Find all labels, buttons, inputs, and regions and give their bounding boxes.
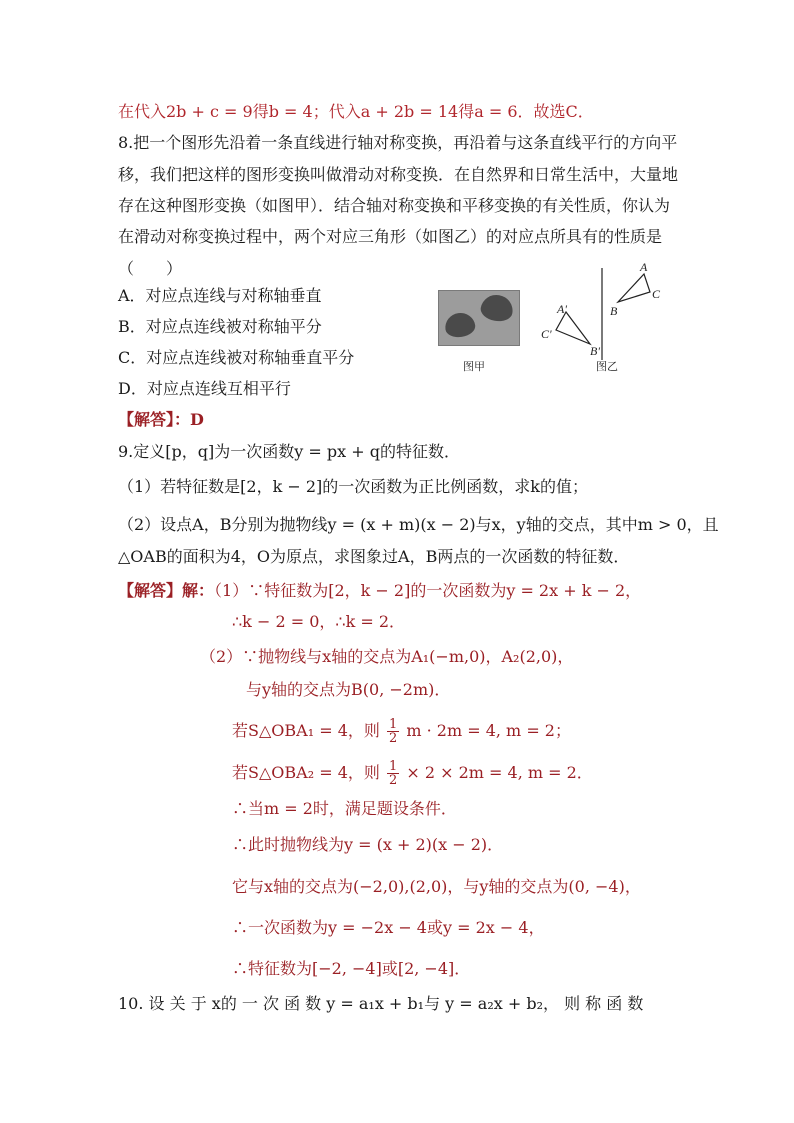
- q8-option-b: B．对应点连线被对称轴平分: [118, 317, 322, 336]
- prev-answer-line: 在代入2b + c = 9得b = 4；代入a + 2b = 14得a = 6．故选C．: [118, 102, 594, 121]
- q8-option-a: A．对应点连线与对称轴垂直: [118, 286, 322, 305]
- point-b-prime: B': [590, 344, 600, 358]
- solution-label: 【解答】解：: [118, 581, 215, 600]
- leaf-shape: [479, 292, 515, 323]
- q8-text-line-2: 移，我们把这样的图形变换叫做滑动对称变换．在自然界和日常生活中，大量地: [118, 165, 679, 184]
- q8-text-line-4: 在滑动对称变换过程中，两个对应三角形（如图乙）的对应点所具有的性质是: [118, 227, 663, 246]
- q9-solution-line-1: [118, 580, 641, 602]
- figure-jia-photo: [438, 290, 520, 346]
- q9-solution-line-10: ∴一次函数为y = −2x − 4或y = 2x − 4，: [232, 918, 545, 937]
- answer-value: D: [190, 410, 204, 429]
- fraction-numerator: 1: [388, 717, 398, 732]
- point-a-prime: A': [557, 302, 567, 316]
- q9-definition: 9.定义[p，q]为一次函数y = px + q的特征数．: [118, 442, 460, 461]
- q9-solution-line-2: ∴k − 2 = 0，∴k = 2．: [232, 612, 406, 631]
- leaf-shape: [443, 311, 476, 339]
- fraction-numerator: 1: [388, 759, 398, 774]
- q8-text-line-3: 存在这种图形变换（如图甲）．结合轴对称变换和平移变换的有关性质，你认为: [118, 196, 671, 215]
- fraction-one-half: [387, 760, 399, 787]
- figure-yi-label: 图乙: [596, 360, 618, 373]
- solution-6-suffix: × 2 × 2m = 4, m = 2．: [406, 763, 593, 782]
- q9-solution-line-4: 与y轴的交点为B(0, −2m)．: [246, 680, 451, 699]
- solution-5-prefix: 若S△OBA₁ = 4，则: [232, 721, 380, 740]
- q9-part-1: （1）若特征数是[2，k − 2]的一次函数为正比例函数，求k的值；: [118, 477, 588, 496]
- q9-solution-line-8: ∴此时抛物线为y = (x + 2)(x − 2)．: [232, 835, 504, 854]
- fraction-one-half: [387, 718, 399, 745]
- point-a: A: [640, 260, 648, 274]
- q8-answer-paren: （ ）: [118, 259, 183, 278]
- figure-yi-diagram: [540, 262, 660, 372]
- q9-part-2-line-1: （2）设点A，B分别为抛物线y = (x + m)(x − 2)与x，y轴的交点，其中m > 0，且: [118, 515, 719, 534]
- solution-text-1: （1）∵特征数为[2，k − 2]的一次函数为y = 2x + k − 2，: [214, 581, 642, 600]
- figure-jia-label: 图甲: [463, 360, 485, 373]
- q8-option-d: D．对应点连线互相平行: [118, 379, 291, 398]
- fraction-denominator: 2: [388, 731, 398, 746]
- answer-label: 【解答】：: [118, 410, 191, 429]
- point-c: C: [652, 287, 661, 301]
- q9-solution-line-5: [232, 718, 571, 745]
- solution-6-prefix: 若S△OBA₂ = 4，则: [232, 763, 380, 782]
- point-c-prime: C': [541, 327, 552, 341]
- q10-text-line-1: 10. 设 关 于 x的 一 次 函 数 y = a₁x + b₁与 y = a₂x + b₂， 则 称 函 数: [118, 994, 644, 1013]
- q8-option-c: C．对应点连线被对称轴垂直平分: [118, 348, 355, 367]
- point-b: B: [610, 304, 618, 318]
- q9-solution-line-3: （2）∵抛物线与x轴的交点为A₁(−m,0)，A₂(2,0)，: [200, 647, 574, 666]
- q9-solution-line-11: ∴特征数为[−2, −4]或[2, −4]．: [232, 959, 471, 978]
- q9-solution-line-6: [232, 760, 593, 787]
- q8-text-line-1: 8.把一个图形先沿着一条直线进行轴对称变换，再沿着与这条直线平行的方向平: [118, 133, 678, 152]
- fraction-denominator: 2: [388, 773, 398, 788]
- q9-solution-line-9: 它与x轴的交点为(−2,0),(2,0)，与y轴的交点为(0, −4)，: [232, 877, 641, 896]
- solution-5-suffix: m · 2m = 4, m = 2；: [406, 721, 571, 740]
- triangle-image: [618, 274, 650, 302]
- q9-part-2-line-2: △OAB的面积为4，O为原点，求图象过A，B两点的一次函数的特征数．: [118, 547, 630, 566]
- q9-solution-line-7: ∴当m = 2时，满足题设条件．: [232, 799, 457, 818]
- q8-answer: [118, 409, 204, 431]
